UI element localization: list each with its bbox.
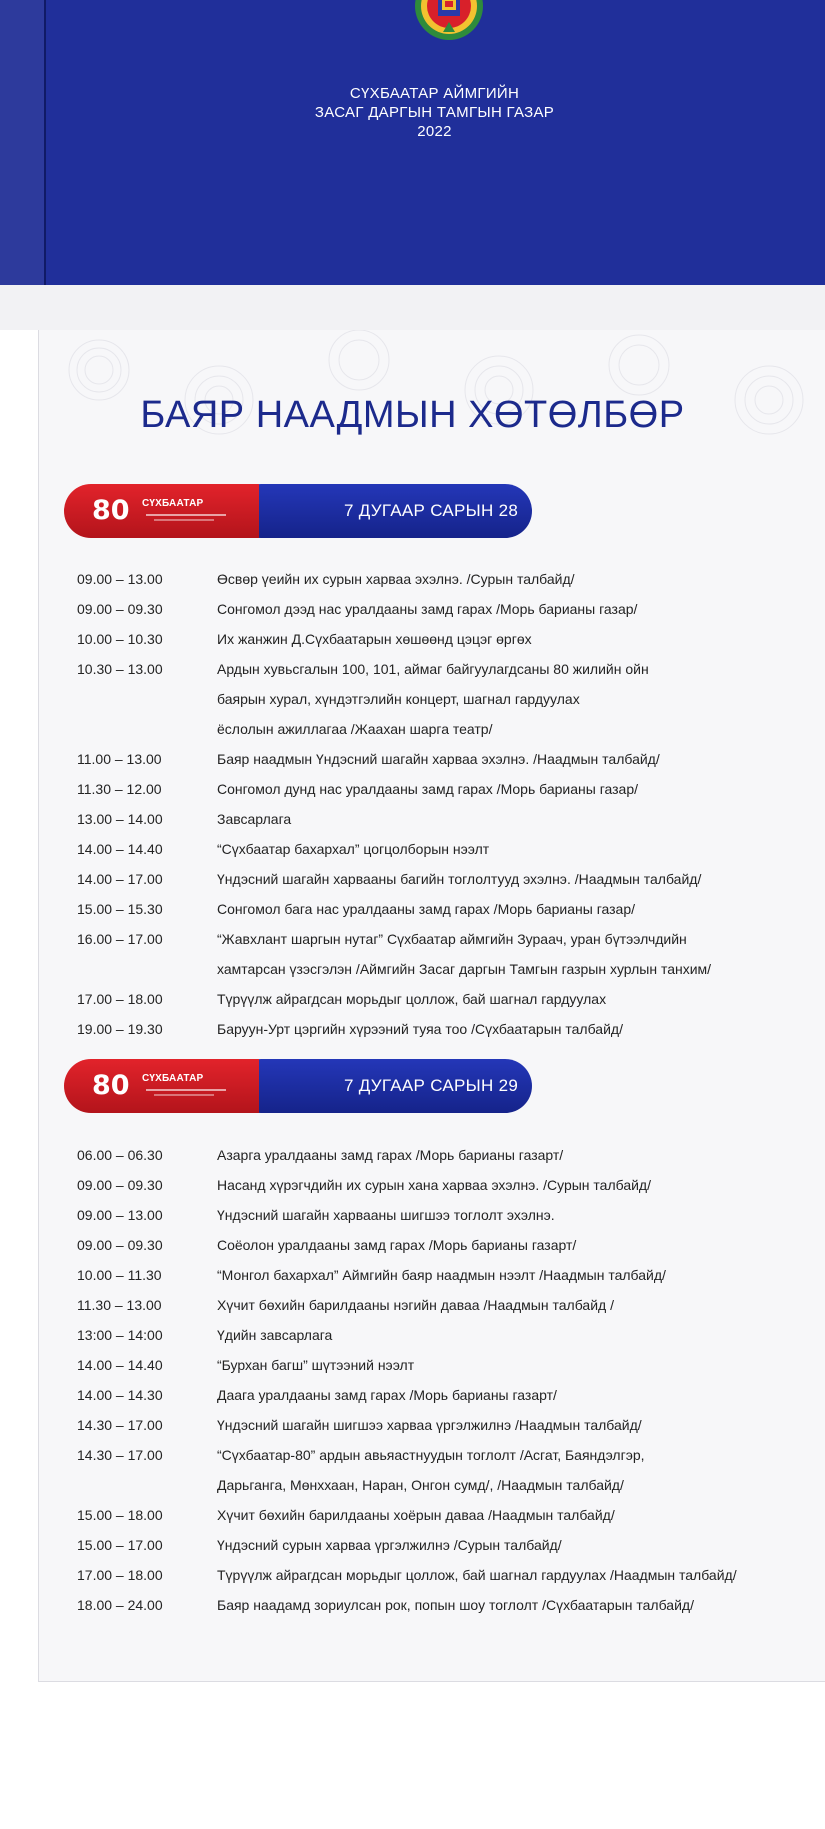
event-description-line: Насанд хүрэгчдийн их сурын хана харваа эхэлнэ. /Сурын талбайд/ (217, 1177, 651, 1193)
event-description-line: Үдийн завсарлага (217, 1327, 333, 1343)
schedule-row (77, 1410, 825, 1440)
separator-band (0, 285, 825, 330)
day-label: 7 ДУГААР САРЫН 28 (344, 501, 519, 520)
organization-name (44, 84, 825, 141)
event-description-line: Баяр наадамд зориулсан рок, попын шоу тоглолт /Сүхбаатарын талбайд/ (217, 1597, 694, 1613)
event-description-line: “Жавхлант шаргын нутаг” Сүхбаатар аймгийн Зураач, уран бүтээлчдийн (217, 931, 687, 947)
page-title: БАЯР НААДМЫН ХӨТӨЛБӨР (140, 394, 685, 436)
schedule-row (77, 1560, 825, 1590)
left-border-strip (0, 0, 44, 285)
schedule-row (77, 1440, 825, 1500)
event-time: 14.00 – 14.40 (77, 1357, 163, 1373)
event-description-line: Сонгомол бага нас уралдааны замд гарах /Морь барианы газар/ (217, 901, 636, 917)
day-label: 7 ДУГААР САРЫН 29 (344, 1076, 519, 1095)
event-description-line: Азарга уралдааны замд гарах /Морь барианы газарт/ (217, 1147, 564, 1163)
event-description-line: Их жанжин Д.Сүхбаатарын хөшөөнд цэцэг өргөх (217, 631, 532, 647)
schedule-row (77, 1170, 825, 1200)
event-time: 09.00 – 13.00 (77, 1207, 163, 1223)
schedule-row (77, 864, 825, 894)
event-description-line: ёслолын ажиллагаа /Жаахан шарга театр/ (217, 721, 493, 737)
schedule-row (77, 984, 825, 1014)
event-time: 17.00 – 18.00 (77, 1567, 163, 1583)
event-time: 13.00 – 14.00 (77, 811, 163, 827)
org-year: 2022 (417, 123, 452, 140)
event-description (217, 1590, 825, 1625)
schedule-row (77, 1590, 825, 1620)
schedule-row (77, 624, 825, 654)
header-banner (44, 0, 825, 285)
day-banner-red (64, 484, 259, 538)
event-time: 14.30 – 17.00 (77, 1417, 163, 1433)
event-time: 13:00 – 14:00 (77, 1327, 163, 1343)
event-time: 14.00 – 14.30 (77, 1387, 163, 1403)
schedule-row (77, 1230, 825, 1260)
anniversary-logo-icon: 80 (92, 1070, 130, 1101)
schedule-day-2 (77, 1140, 825, 1620)
schedule-row (77, 1350, 825, 1380)
logo-brand: СҮХБААТАР (142, 498, 204, 509)
schedule-row (77, 894, 825, 924)
schedule-row (77, 654, 825, 744)
day-banner-blue (234, 1059, 532, 1113)
event-time: 11.30 – 12.00 (77, 781, 162, 797)
province-emblem-icon (413, 0, 485, 42)
schedule-row (77, 744, 825, 774)
event-description (217, 654, 825, 744)
event-time: 15.00 – 15.30 (77, 901, 163, 917)
event-description-line: “Сүхбаатар-80” ардын авьяастнуудын тоглолт /Асгат, Баяндэлгэр, (217, 1447, 645, 1463)
event-time: 10.00 – 10.30 (77, 631, 163, 647)
schedule-row (77, 1014, 825, 1044)
event-time: 06.00 – 06.30 (77, 1147, 163, 1163)
event-description-line: Баруун-Урт цэргийн хүрээний туяа тоо /Сүхбаатарын талбайд/ (217, 1021, 623, 1037)
logo-underline (146, 514, 226, 516)
event-description-line: Үндэсний шагайн шигшээ харваа үргэлжилнэ /Наадмын талбайд/ (217, 1417, 642, 1433)
event-description-line: Хүчит бөхийн барилдааны хоёрын даваа /Наадмын талбайд/ (217, 1507, 615, 1523)
schedule-day-1 (77, 564, 825, 1044)
logo-underline (146, 1089, 226, 1091)
day-banner-1 (64, 484, 532, 538)
anniversary-logo-icon: 80 (92, 495, 130, 526)
event-description-line: Сонгомол дээд нас уралдааны замд гарах /Морь барианы газар/ (217, 601, 638, 617)
event-description-line: “Монгол бахархал” Аймгийн баяр наадмын нээлт /Наадмын талбайд/ (217, 1267, 666, 1283)
event-description-line: Үндэсний шагайн харвааны багийн тоглолтууд эхэлнэ. /Наадмын талбайд/ (217, 871, 702, 887)
event-time: 11.00 – 13.00 (77, 751, 162, 767)
event-time: 10.30 – 13.00 (77, 661, 163, 677)
event-description-line: Хүчит бөхийн барилдааны нэгийн даваа /Наадмын талбайд / (217, 1297, 614, 1313)
day-banner-blue (234, 484, 532, 538)
org-line-1: СҮХБААТАР АЙМГИЙН (349, 85, 520, 102)
event-time: 18.00 – 24.00 (77, 1597, 163, 1613)
event-time: 15.00 – 18.00 (77, 1507, 163, 1523)
event-description-line: баярын хурал, хүндэтгэлийн концерт, шагнал гардуулах (217, 691, 580, 707)
schedule-row (77, 1530, 825, 1560)
event-description (217, 1440, 825, 1500)
schedule-row (77, 1200, 825, 1230)
event-time: 09.00 – 09.30 (77, 1237, 163, 1253)
event-description-line: Сонгомол дунд нас уралдааны замд гарах /Морь барианы газар/ (217, 781, 639, 797)
event-description-line: Дарьганга, Мөнххаан, Наран, Онгон сумд/, /Наадмын талбайд/ (217, 1477, 624, 1493)
event-time: 14.30 – 17.00 (77, 1447, 163, 1463)
event-description (217, 1014, 825, 1049)
logo-underline-2 (154, 1094, 214, 1096)
event-description-line: “Бурхан багш” шүтээний нээлт (217, 1357, 415, 1373)
event-description-line: хамтарсан үзэсгэлэн /Аймгийн Засаг даргын Тамгын газрын хурлын танхим/ (217, 961, 712, 977)
event-time: 11.30 – 13.00 (77, 1297, 162, 1313)
event-description-line: “Сүхбаатар бахархал” цогцолборын нээлт (217, 841, 490, 857)
schedule-row (77, 594, 825, 624)
event-description (217, 924, 825, 984)
event-description-line: Түрүүлж айрагдсан морьдыг цоллож, бай шагнал гардуулах (217, 991, 607, 1007)
schedule-row (77, 774, 825, 804)
event-description-line: Баяр наадмын Үндэсний шагайн харваа эхэлнэ. /Наадмын талбайд/ (217, 751, 660, 767)
event-description-line: Өсвөр үеийн их сурын харваа эхэлнэ. /Сурын талбайд/ (217, 571, 575, 587)
schedule-row (77, 1290, 825, 1320)
schedule-row (77, 564, 825, 594)
event-time: 09.00 – 13.00 (77, 571, 163, 587)
org-line-2: ЗАСАГ ДАРГЫН ТАМГЫН ГАЗАР (314, 104, 555, 121)
event-time: 19.00 – 19.30 (77, 1021, 163, 1037)
schedule-row (77, 1380, 825, 1410)
event-description-line: Ардын хувьсгалын 100, 101, аймаг байгуулагдсаны 80 жилийн ойн (217, 661, 649, 677)
event-time: 10.00 – 11.30 (77, 1267, 162, 1283)
event-time: 09.00 – 09.30 (77, 601, 163, 617)
day-banner-2 (64, 1059, 532, 1113)
logo-underline-2 (154, 519, 214, 521)
event-description-line: Түрүүлж айрагдсан морьдыг цоллож, бай шагнал гардуулах /Наадмын талбайд/ (217, 1567, 737, 1583)
schedule-row (77, 804, 825, 834)
logo-brand: СҮХБААТАР (142, 1073, 204, 1084)
day-banner-red (64, 1059, 259, 1113)
event-time: 17.00 – 18.00 (77, 991, 163, 1007)
event-description-line: Соёолон уралдааны замд гарах /Морь барианы газарт/ (217, 1237, 577, 1253)
event-time: 15.00 – 17.00 (77, 1537, 163, 1553)
event-description-line: Үндэсний шагайн харвааны шигшээ тоглолт эхэлнэ. (217, 1207, 555, 1223)
event-description-line: Үндэсний сурын харваа үргэлжилнэ /Сурын талбайд/ (217, 1537, 562, 1553)
schedule-row (77, 1320, 825, 1350)
schedule-row (77, 1500, 825, 1530)
schedule-row (77, 1260, 825, 1290)
schedule-row (77, 924, 825, 984)
event-description-line: Завсарлага (217, 811, 292, 827)
schedule-row (77, 834, 825, 864)
schedule-row (77, 1140, 825, 1170)
event-time: 14.00 – 14.40 (77, 841, 163, 857)
event-time: 14.00 – 17.00 (77, 871, 163, 887)
event-time: 09.00 – 09.30 (77, 1177, 163, 1193)
event-time: 16.00 – 17.00 (77, 931, 163, 947)
event-description-line: Даага уралдааны замд гарах /Морь барианы газарт/ (217, 1387, 557, 1403)
